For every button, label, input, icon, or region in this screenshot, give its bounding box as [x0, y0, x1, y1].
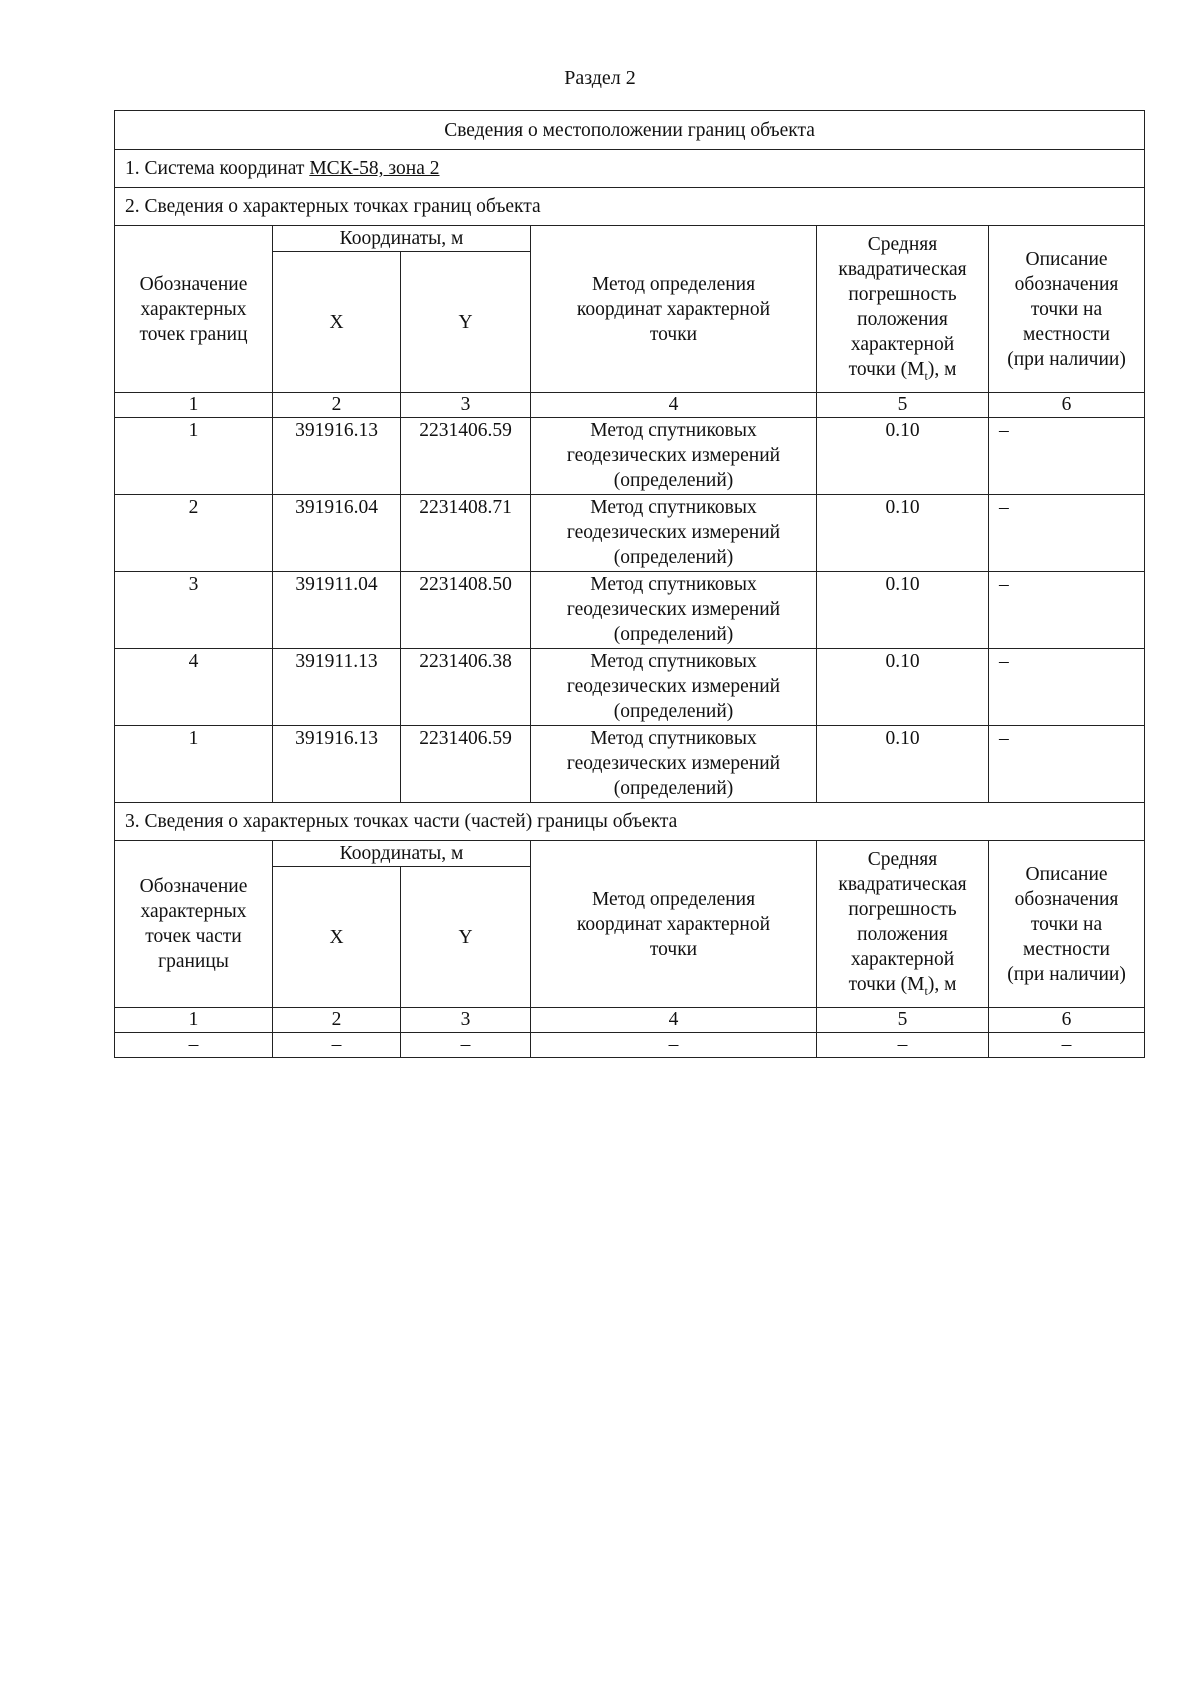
column-number: 4 — [531, 1008, 817, 1033]
cell-error: 0.10 — [817, 572, 989, 649]
header-x: X — [273, 252, 401, 393]
cell-empty: – — [115, 1033, 273, 1058]
column-number: 3 — [401, 393, 531, 418]
column-number: 2 — [273, 1008, 401, 1033]
cell-description: – — [989, 726, 1145, 803]
section3-title-row — [115, 803, 1145, 841]
column-number: 3 — [401, 1008, 531, 1033]
cell-description: – — [989, 495, 1145, 572]
cell-error: 0.10 — [817, 495, 989, 572]
cell-point: 4 — [115, 649, 273, 726]
cell-error: 0.10 — [817, 726, 989, 803]
column-number: 5 — [817, 1008, 989, 1033]
coord-system — [115, 150, 1145, 188]
cell-method: Метод спутниковых геодезических измерений (определений) — [531, 495, 817, 572]
header-coords-group: Координаты, м — [273, 226, 531, 252]
cell-description: – — [989, 649, 1145, 726]
column-numbers-row — [115, 393, 1145, 418]
header-point-label: Обозначение характерных точек границ — [115, 226, 273, 393]
cell-empty: – — [817, 1033, 989, 1058]
cell-point: 1 — [115, 726, 273, 803]
table-row — [115, 1033, 1145, 1058]
header-method: Метод определения координат характерной точки — [531, 226, 817, 393]
cell-point: 3 — [115, 572, 273, 649]
section2-title: 2. Сведения о характерных точках границ объекта — [115, 188, 1145, 226]
header-description: Описание обозначения точки на местности (при наличии) — [989, 841, 1145, 1008]
coord-system-row — [115, 150, 1145, 188]
cell-y: 2231408.50 — [401, 572, 531, 649]
cell-y: 2231408.71 — [401, 495, 531, 572]
cell-empty: – — [989, 1033, 1145, 1058]
table-banner: Сведения о местоположении границ объекта — [115, 111, 1145, 150]
column-number: 1 — [115, 1008, 273, 1033]
cell-y: 2231406.59 — [401, 418, 531, 495]
table-row — [115, 572, 1145, 649]
cell-method: Метод спутниковых геодезических измерений (определений) — [531, 649, 817, 726]
header-method: Метод определения координат характерной точки — [531, 841, 817, 1008]
table-banner-row — [115, 111, 1145, 150]
cell-x: 391916.13 — [273, 418, 401, 495]
column-number: 5 — [817, 393, 989, 418]
header-error: Средняя квадратическая погрешность положения характерной точки $(M_t)$, м — [817, 841, 989, 1008]
header-error: Средняя квадратическая погрешность положения характерной точки $(M_t)$, м — [817, 226, 989, 393]
table-row — [115, 418, 1145, 495]
section2-header-row — [115, 226, 1145, 252]
cell-point: 2 — [115, 495, 273, 572]
cell-error: 0.10 — [817, 418, 989, 495]
section3-header-row — [115, 841, 1145, 867]
cell-method: Метод спутниковых геодезических измерений (определений) — [531, 418, 817, 495]
cell-description: – — [989, 572, 1145, 649]
section2-title-row — [115, 188, 1145, 226]
column-number: 6 — [989, 393, 1145, 418]
cell-description: – — [989, 418, 1145, 495]
header-y: Y — [401, 867, 531, 1008]
cell-empty: – — [401, 1033, 531, 1058]
header-description: Описание обозначения точки на местности (при наличии) — [989, 226, 1145, 393]
cell-y: 2231406.38 — [401, 649, 531, 726]
header-y: Y — [401, 252, 531, 393]
coord-system-value: МСК-58, зона 2 — [309, 158, 440, 179]
section-title: Раздел 2 — [564, 67, 636, 89]
cell-x: 391911.04 — [273, 572, 401, 649]
column-number: 1 — [115, 393, 273, 418]
header-coords-group: Координаты, м — [273, 841, 531, 867]
cell-point: 1 — [115, 418, 273, 495]
cell-y: 2231406.59 — [401, 726, 531, 803]
table-row — [115, 726, 1145, 803]
section3-title: 3. Сведения о характерных точках части (частей) границы объекта — [115, 803, 1145, 841]
table-row — [115, 495, 1145, 572]
boundary-table — [114, 110, 1145, 1058]
cell-x: 391911.13 — [273, 649, 401, 726]
cell-empty: – — [531, 1033, 817, 1058]
column-number: 6 — [989, 1008, 1145, 1033]
cell-x: 391916.04 — [273, 495, 401, 572]
column-number: 4 — [531, 393, 817, 418]
coord-system-prefix: 1. Система координат — [125, 158, 310, 179]
cell-error: 0.10 — [817, 649, 989, 726]
cell-method: Метод спутниковых геодезических измерений (определений) — [531, 726, 817, 803]
header-point-label: Обозначение характерных точек части границы — [115, 841, 273, 1008]
column-number: 2 — [273, 393, 401, 418]
cell-x: 391916.13 — [273, 726, 401, 803]
table-row — [115, 649, 1145, 726]
column-numbers-row — [115, 1008, 1145, 1033]
cell-empty: – — [273, 1033, 401, 1058]
header-x: X — [273, 867, 401, 1008]
cell-method: Метод спутниковых геодезических измерений (определений) — [531, 572, 817, 649]
